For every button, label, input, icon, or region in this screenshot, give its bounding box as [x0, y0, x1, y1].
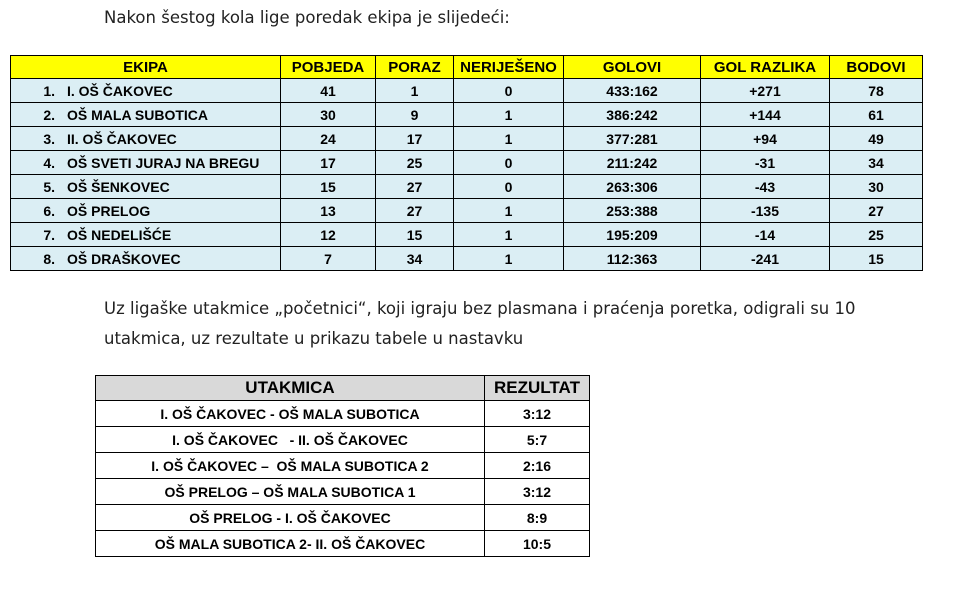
header-points: BODOVI — [830, 56, 923, 79]
standings-table — [10, 55, 923, 271]
diff-cell: +94 — [701, 127, 830, 151]
diff-cell: -14 — [701, 223, 830, 247]
team-cell — [11, 175, 281, 199]
standings-header-row — [11, 56, 923, 79]
points-cell: 34 — [830, 151, 923, 175]
wins-cell: 24 — [281, 127, 376, 151]
match-cell: I. OŠ ČAKOVEC – OŠ MALA SUBOTICA 2 — [96, 453, 485, 479]
match-cell: I. OŠ ČAKOVEC - OŠ MALA SUBOTICA — [96, 401, 485, 427]
team-cell — [11, 151, 281, 175]
diff-cell: -241 — [701, 247, 830, 271]
team-name: II. OŠ ČAKOVEC — [67, 130, 177, 147]
table-row — [11, 175, 923, 199]
wins-cell: 12 — [281, 223, 376, 247]
points-cell: 25 — [830, 223, 923, 247]
header-goal-diff: GOL RAZLIKA — [701, 56, 830, 79]
draws-cell: 1 — [454, 103, 564, 127]
team-name: OŠ PRELOG — [67, 202, 151, 219]
table-row — [96, 401, 590, 427]
rank-label: 3. — [43, 130, 55, 147]
team-name: OŠ DRAŠKOVEC — [67, 250, 181, 267]
diff-cell: +144 — [701, 103, 830, 127]
table-row — [11, 151, 923, 175]
points-cell: 61 — [830, 103, 923, 127]
goals-cell: 263:306 — [564, 175, 701, 199]
team-cell — [11, 199, 281, 223]
points-cell: 78 — [830, 79, 923, 103]
team-cell — [11, 247, 281, 271]
draws-cell: 1 — [454, 199, 564, 223]
goals-cell: 112:363 — [564, 247, 701, 271]
wins-cell: 7 — [281, 247, 376, 271]
draws-cell: 0 — [454, 79, 564, 103]
diff-cell: -31 — [701, 151, 830, 175]
draws-cell: 1 — [454, 247, 564, 271]
goals-cell: 195:209 — [564, 223, 701, 247]
goals-cell: 377:281 — [564, 127, 701, 151]
rank-label: 6. — [43, 202, 55, 219]
rank-label: 7. — [43, 226, 55, 243]
goals-cell: 211:242 — [564, 151, 701, 175]
losses-cell: 34 — [376, 247, 454, 271]
team-name: OŠ SVETI JURAJ NA BREGU — [67, 154, 260, 171]
header-match: UTAKMICA — [96, 376, 485, 401]
diff-cell: -135 — [701, 199, 830, 223]
goals-cell: 386:242 — [564, 103, 701, 127]
team-name: I. OŠ ČAKOVEC — [67, 82, 173, 99]
table-row — [96, 505, 590, 531]
rank-label: 1. — [43, 82, 55, 99]
table-row — [11, 199, 923, 223]
goals-cell: 253:388 — [564, 199, 701, 223]
result-cell: 8:9 — [485, 505, 590, 531]
team-name: OŠ ŠENKOVEC — [67, 178, 170, 195]
losses-cell: 25 — [376, 151, 454, 175]
matches-header-row — [96, 376, 590, 401]
match-cell: OŠ PRELOG - I. OŠ ČAKOVEC — [96, 505, 485, 531]
losses-cell: 9 — [376, 103, 454, 127]
table-row — [11, 247, 923, 271]
intro-paragraph: Nakon šestog kola lige poredak ekipa je slijedeći: — [104, 8, 510, 27]
note-paragraph: Uz ligaške utakmice „početnici“, koji igraju bez plasmana i praćenja poretka, odigrali su 10 utakmica, uz rezultate u prikazu tabele u nastavku — [104, 299, 856, 348]
header-wins: POBJEDA — [281, 56, 376, 79]
points-cell: 27 — [830, 199, 923, 223]
team-cell — [11, 79, 281, 103]
goals-cell: 433:162 — [564, 79, 701, 103]
losses-cell: 1 — [376, 79, 454, 103]
losses-cell: 17 — [376, 127, 454, 151]
rank-label: 8. — [43, 250, 55, 267]
rank-label: 4. — [43, 154, 55, 171]
points-cell: 15 — [830, 247, 923, 271]
table-row — [11, 103, 923, 127]
team-name: OŠ NEDELIŠĆE — [67, 226, 172, 243]
draws-cell: 0 — [454, 175, 564, 199]
rank-label: 2. — [43, 106, 55, 123]
matches-table — [95, 375, 590, 557]
wins-cell: 17 — [281, 151, 376, 175]
losses-cell: 15 — [376, 223, 454, 247]
match-cell: OŠ PRELOG – OŠ MALA SUBOTICA 1 — [96, 479, 485, 505]
table-row — [96, 453, 590, 479]
draws-cell: 1 — [454, 223, 564, 247]
result-cell: 3:12 — [485, 479, 590, 505]
wins-cell: 41 — [281, 79, 376, 103]
rank-label: 5. — [43, 178, 55, 195]
wins-cell: 13 — [281, 199, 376, 223]
team-cell — [11, 223, 281, 247]
team-cell — [11, 127, 281, 151]
diff-cell: -43 — [701, 175, 830, 199]
table-row — [11, 127, 923, 151]
match-cell: OŠ MALA SUBOTICA 2- II. OŠ ČAKOVEC — [96, 531, 485, 557]
team-cell — [11, 103, 281, 127]
header-losses: PORAZ — [376, 56, 454, 79]
losses-cell: 27 — [376, 199, 454, 223]
team-name: OŠ MALA SUBOTICA — [67, 106, 209, 123]
table-row — [11, 79, 923, 103]
header-draws: NERIJEŠENO — [454, 56, 564, 79]
wins-cell: 30 — [281, 103, 376, 127]
result-cell: 3:12 — [485, 401, 590, 427]
result-cell: 5:7 — [485, 427, 590, 453]
result-cell: 10:5 — [485, 531, 590, 557]
draws-cell: 0 — [454, 151, 564, 175]
header-result: REZULTAT — [485, 376, 590, 401]
diff-cell: +271 — [701, 79, 830, 103]
points-cell: 49 — [830, 127, 923, 151]
header-goals: GOLOVI — [564, 56, 701, 79]
header-team: EKIPA — [11, 56, 281, 79]
points-cell: 30 — [830, 175, 923, 199]
wins-cell: 15 — [281, 175, 376, 199]
table-row — [96, 427, 590, 453]
table-row — [11, 223, 923, 247]
result-cell: 2:16 — [485, 453, 590, 479]
table-row — [96, 531, 590, 557]
table-row — [96, 479, 590, 505]
draws-cell: 1 — [454, 127, 564, 151]
losses-cell: 27 — [376, 175, 454, 199]
match-cell: I. OŠ ČAKOVEC - II. OŠ ČAKOVEC — [96, 427, 485, 453]
